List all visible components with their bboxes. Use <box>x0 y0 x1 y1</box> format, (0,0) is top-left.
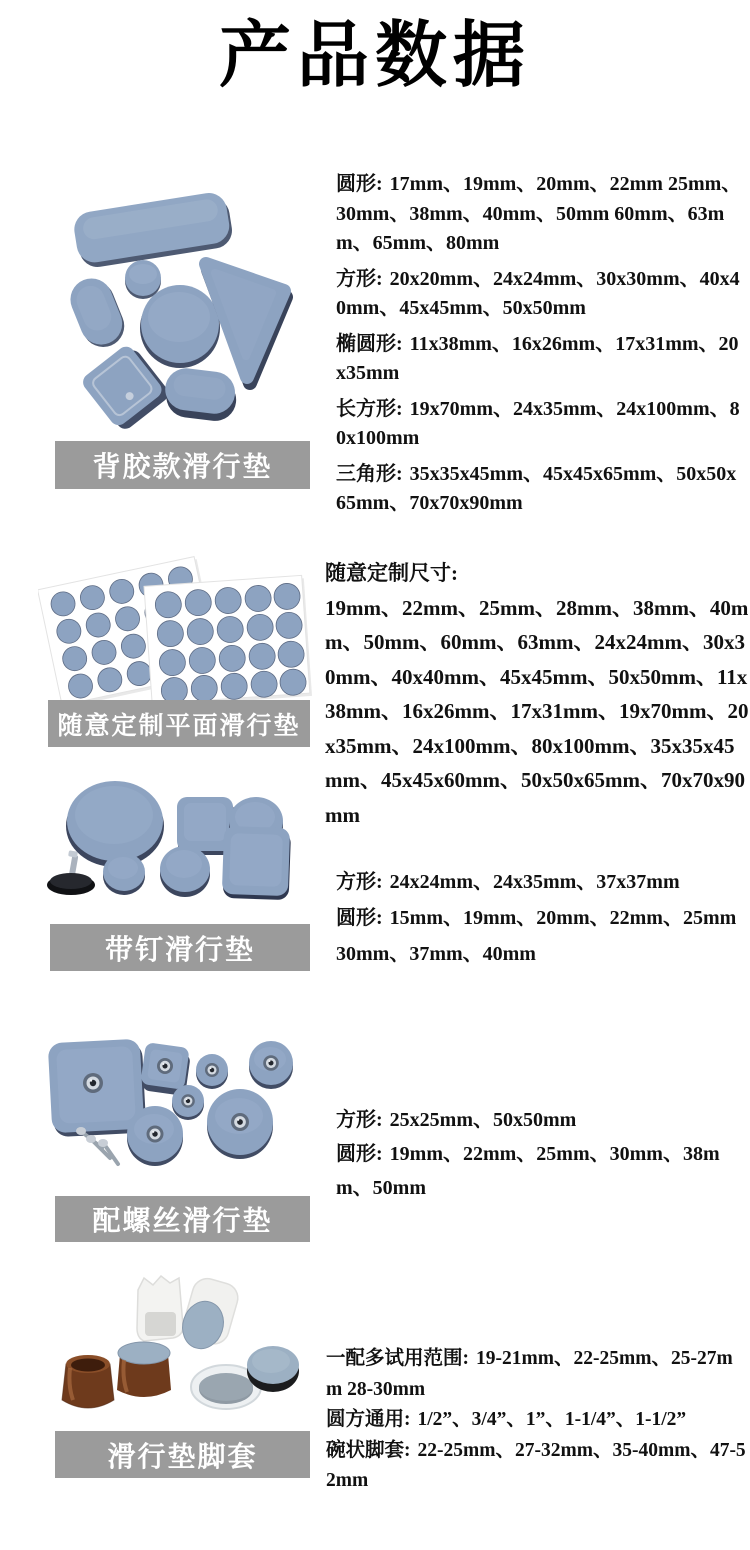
section-label-covers: 滑行垫脚套 <box>55 1431 310 1478</box>
spec-round: 圆形: 19mm、22mm、25mm、30mm、38mm、50mm <box>336 1143 720 1199</box>
spec-bowl: 碗状脚套: 22-25mm、27-32mm、35-40mm、47-52mm <box>326 1439 746 1491</box>
section-label-nail: 带钉滑行垫 <box>50 924 310 971</box>
screw-specs <box>336 1103 748 1205</box>
spec-triangle: 三角形: 35x35x45mm、45x45x65mm、50x50x65mm、70x70x90mm <box>336 462 737 514</box>
adhesive-pads-illustration <box>50 168 335 440</box>
page-title: 产品数据 <box>218 16 531 96</box>
spec-round: 圆形: 15mm、19mm、20mm、22mm、25mm 30mm、37mm、40mm <box>336 907 737 965</box>
foot-covers-illustration <box>40 1268 330 1430</box>
nail-pads-illustration <box>40 775 330 925</box>
nail-pads-image <box>40 775 330 925</box>
screw-pads-illustration <box>30 1028 330 1198</box>
spec-custom-sizes: 19mm、22mm、25mm、28mm、38mm、40mm、50mm、60mm、63mm、24x24mm、30x30mm、40x40mm、45x45mm、50x50mm、11x38mm、16x26mm、17x31mm、19x70mm、20x35mm、24x100mm、80x100mm、35x35x45mm、45x45x60mm、50x50x65mm、70x70x90mm <box>325 595 749 827</box>
covers-specs <box>326 1344 748 1497</box>
section-label-screw: 配螺丝滑行垫 <box>55 1196 310 1242</box>
spec-square: 方形: 25x25mm、50x50mm <box>336 1109 577 1131</box>
adhesive-pads-image <box>50 168 335 440</box>
foot-covers-image <box>40 1268 330 1430</box>
screw-pads-image <box>30 1028 330 1198</box>
spec-square: 方形: 24x24mm、24x35mm、37x37mm <box>336 871 680 893</box>
spec-square: 方形: 20x20mm、24x24mm、30x30mm、40x40mm、45x45mm、50x50mm <box>336 267 740 319</box>
spec-rect: 长方形: 19x70mm、24x35mm、24x100mm、80x100mm <box>336 397 740 449</box>
spec-fit-range: 一配多试用范围: 19-21mm、22-25mm、25-27mm 28-30mm <box>326 1348 733 1400</box>
spec-oval: 椭圆形: 11x38mm、16x26mm、17x31mm、20x35mm <box>336 332 739 384</box>
spec-custom-head: 随意定制尺寸: <box>325 561 458 585</box>
spec-universal: 圆方通用: 1/2”、3/4”、1”、1-1/4”、1-1/2” <box>326 1409 687 1430</box>
custom-specs <box>325 556 749 832</box>
nail-specs <box>336 864 748 972</box>
adhesive-specs <box>336 170 744 525</box>
custom-pads-illustration <box>38 556 328 708</box>
custom-pads-image <box>38 556 328 708</box>
section-label-adhesive: 背胶款滑行垫 <box>55 441 310 489</box>
section-label-custom: 随意定制平面滑行垫 <box>48 700 310 747</box>
spec-round: 圆形: 17mm、19mm、20mm、22mm 25mm、30mm、38mm、40mm、50mm 60mm、63mm、65mm、80mm <box>336 173 742 254</box>
